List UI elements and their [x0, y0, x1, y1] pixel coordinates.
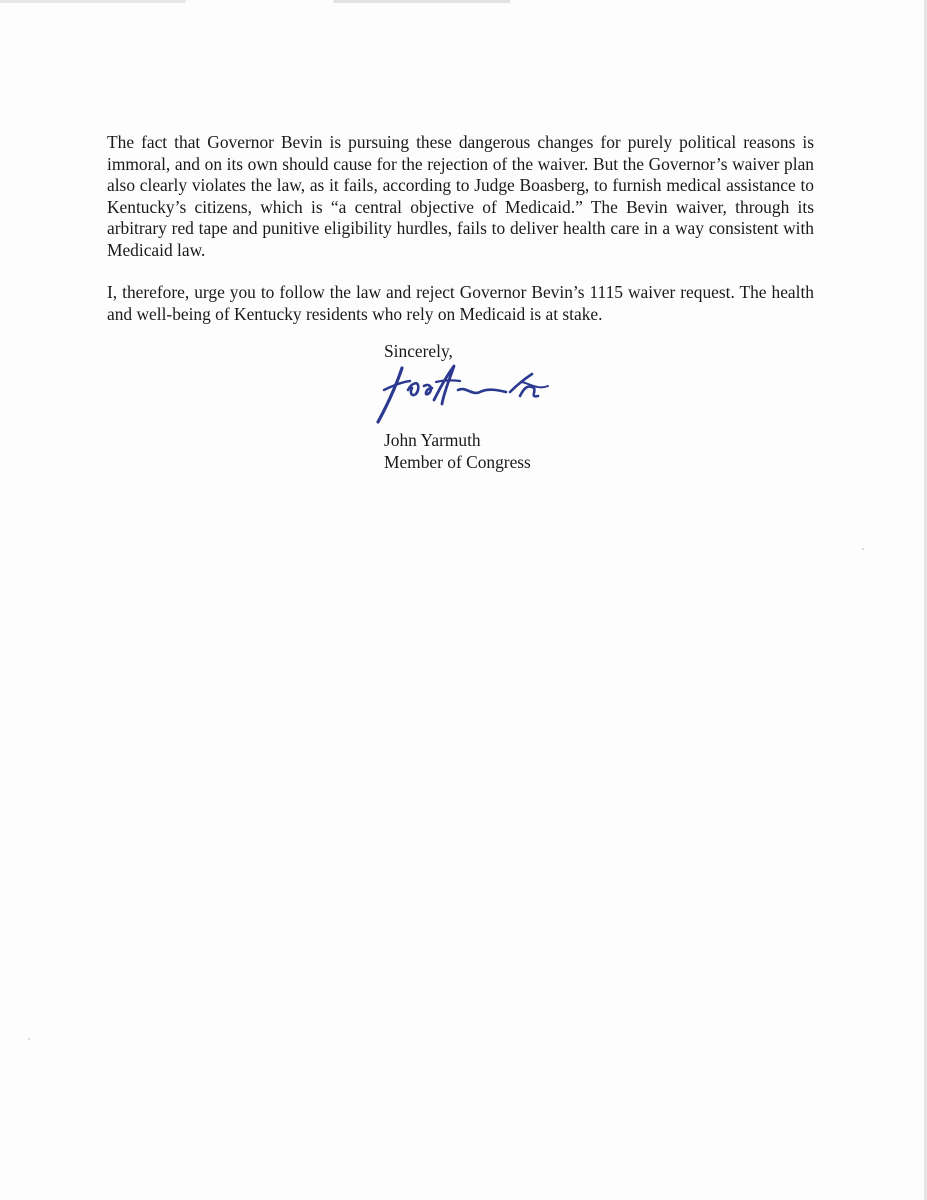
letter-body — [107, 132, 814, 346]
signer-name: John Yarmuth — [384, 430, 481, 450]
signature-block — [384, 429, 531, 473]
handwritten-signature — [372, 360, 557, 430]
signer-title: Member of Congress — [384, 452, 531, 472]
scan-edge-top — [0, 0, 927, 3]
scan-speck — [862, 548, 864, 550]
paragraph-request-rejection: I, therefore, urge you to follow the law and reject Governor Bevin’s 1115 waiver request. The health and well-being of Kentucky residents who rely on Medicaid is at stake. — [107, 282, 814, 324]
paragraph-waiver-violation: The fact that Governor Bevin is pursuing these dangerous changes for purely political reasons is immoral, and on its own should cause for the rejection of the waiver. But the Governor’s waiver plan also clearly violates the law, as it fails, according to Judge Boasberg, to furnish medical assistance to Kentucky’s citizens, which is “a central objective of Medicaid.” The Bevin waiver, through its arbitrary red tape and punitive eligibility hurdles, fails to deliver health care in a way consistent with Medicaid law. — [107, 132, 814, 260]
scan-speck — [28, 1038, 30, 1040]
closing-salutation: Sincerely, — [384, 341, 453, 361]
